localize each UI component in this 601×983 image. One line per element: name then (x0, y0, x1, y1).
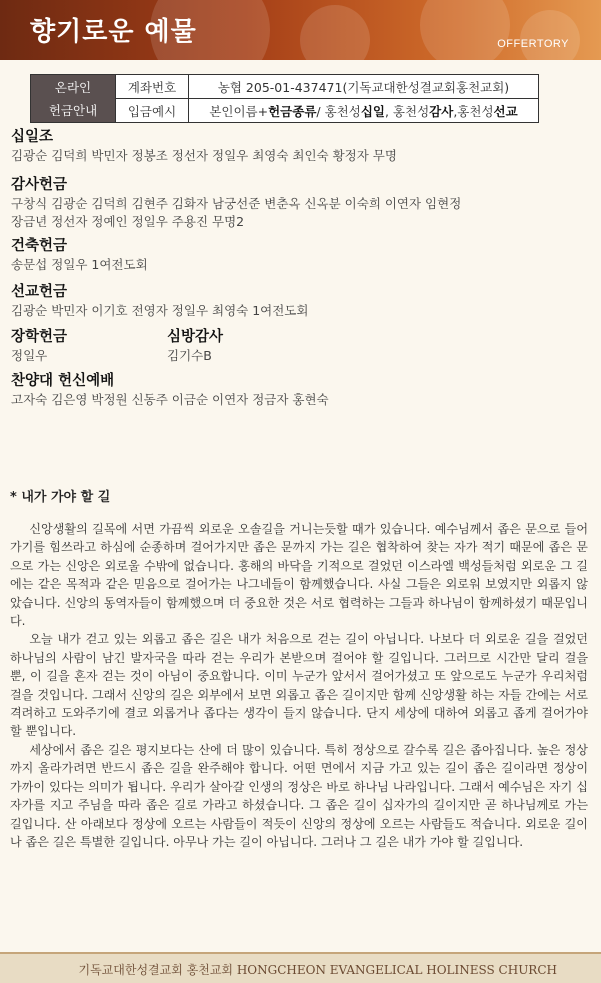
essay-paragraph: 신앙생활의 길목에 서면 가끔씩 외로운 오솔길을 거니는듯할 때가 있습니다. 예수님께서 좁은 문으로 들어가기를 힘쓰라고 하심에 순종하며 걸어가지만 좁은 문까지 가는 길은 협착하여 찾는 자가 적기 때문에 좁은 문으로 가는 신앙은 외로울 수밖에 없습니다. 홍해의 바닥을 기적으로 걸었던 이스라엘 백성들처럼 외로운 그 길에는 같은 목적과 같은 믿음으로 걸어가는 나그네들이 함께했습니다. 사실 그들은 외로워 보였지만 외롭지 않았습니다. 신앙의 동역자들이 함께했으며 더 중요한 것은 서로 협력하는 그들과 하나님이 함께하셨기 때문입니다. (10, 522, 588, 629)
decorative-bubble (520, 10, 580, 60)
offering-names: 고자숙 김은영 박정원 신동주 이금순 이연자 정금자 홍현숙 (11, 392, 329, 407)
page-subtitle: OFFERTORY (497, 38, 569, 50)
offering-section-building (11, 237, 148, 274)
offering-title: 감사헌금 (11, 177, 68, 193)
page-header (0, 0, 601, 60)
decorative-bubble (300, 5, 370, 60)
offering-title: 선교헌금 (11, 284, 68, 300)
offering-section-thanks (11, 176, 461, 231)
offering-names: 김광순 박민자 이기호 전영자 정일우 최영숙 1여전도회 (11, 303, 309, 318)
offering-names: 정일우 (11, 348, 48, 363)
offering-section-visitation (167, 328, 223, 365)
online-giving-heading: 온라인 헌금안내 (31, 75, 116, 123)
offering-title: 심방감사 (167, 329, 224, 345)
offering-title: 건축헌금 (11, 238, 68, 254)
footer-divider (0, 952, 601, 954)
essay-body (10, 520, 588, 851)
offering-names: 김기수B (167, 348, 212, 363)
account-number: 농협 205-01-437471(기독교대한성결교회홍천교회) (189, 75, 539, 99)
deposit-example-label: 입금예시 (116, 99, 189, 123)
offering-names: 장금년 정선자 정예인 정일우 주용진 무명2 (11, 214, 245, 229)
decorative-bubble (420, 0, 510, 60)
account-label: 계좌번호 (116, 75, 189, 99)
page-title: 향기로운 예물 (30, 17, 197, 47)
church-name: 기독교대한성결교회 홍천교회 HONGCHEON EVANGELICAL HOLINESS CHURCH (78, 963, 557, 977)
essay-title: * 내가 가야 할 길 (10, 490, 111, 505)
offering-section-scholarship (11, 328, 67, 365)
offering-names: 송문섭 정일우 1여전도회 (11, 257, 148, 272)
offering-section-choir (11, 372, 329, 409)
offering-title: 장학헌금 (11, 329, 68, 345)
offering-title: 십일조 (11, 129, 54, 145)
essay-paragraph: 오늘 내가 걷고 있는 외롭고 좁은 길은 내가 처음으로 걷는 길이 아닙니다. 나보다 더 외로운 길을 걸었던 하나님의 사람이 남긴 발자국을 따라 걷는 우리가 본받으며 걸어야 할 길입니다. 그러므로 시간만 달리 걸을 뿐, 이 길을 혼자 걷는 것이 아님이 중요합니다. 이미 누군가 앞서서 걸어가셨고 또 앞으로도 누군가 우리처럼 걸을 것입니다. 그래서 신앙의 길은 외부에서 보면 외롭고 좁은 길이지만 함께 신앙생활 하는 자들 간에는 서로 격려하고 도와주기에 결코 외롭거나 좁다는 생각이 들지 않습니다. 단지 세상에 대하여 외롭고 좁게 걸어가야 할 뿐입니다. (10, 632, 588, 739)
essay (10, 486, 588, 851)
offering-names: 김광순 김덕희 박민자 정봉조 정선자 정일우 최영숙 최인숙 황정자 무명 (11, 148, 397, 163)
deposit-example: 본인이름+헌금종류/ 홍천성십일, 홍천성감사,홍천성선교 (189, 99, 539, 123)
offering-names: 구창식 김광순 김덕희 김현주 김화자 남궁선준 변춘옥 신옥분 이숙희 이연자 임현정 (11, 196, 462, 211)
essay-paragraph: 세상에서 좁은 길은 평지보다는 산에 더 많이 있습니다. 특히 정상으로 갈수록 길은 좁아집니다. 높은 정상까지 올라가려면 반드시 좁은 길을 완주해야 합니다. 어떤 면에서 지금 가고 있는 길이 좁은 길이라면 정상이 가까이 있다는 의미가 됩니다. 우리가 살아갈 인생의 정상은 바로 하나님 나라입니다. 그래서 예수님은 자기 십자가를 지고 주님을 따라 좁은 길로 가라고 하셨습니다. 그 좁은 길이 십자가의 길이지만 곧 하나님께로 가는 길입니다. 산 아래보다 정상에 오르는 사람들이 적듯이 신앙의 정상에 오르는 사람들도 적습니다. 외로운 길이나 좁은 길은 특별한 길입니다. 아무나 가는 길이 아닙니다. 그러나 그 길은 내가 가야 할 길입니다. (10, 742, 588, 849)
offering-section-mission (11, 283, 308, 320)
offering-section-tithe (11, 128, 397, 165)
online-giving-table (30, 74, 539, 123)
offering-title: 찬양대 헌신예배 (11, 373, 115, 389)
page-footer (0, 952, 601, 983)
